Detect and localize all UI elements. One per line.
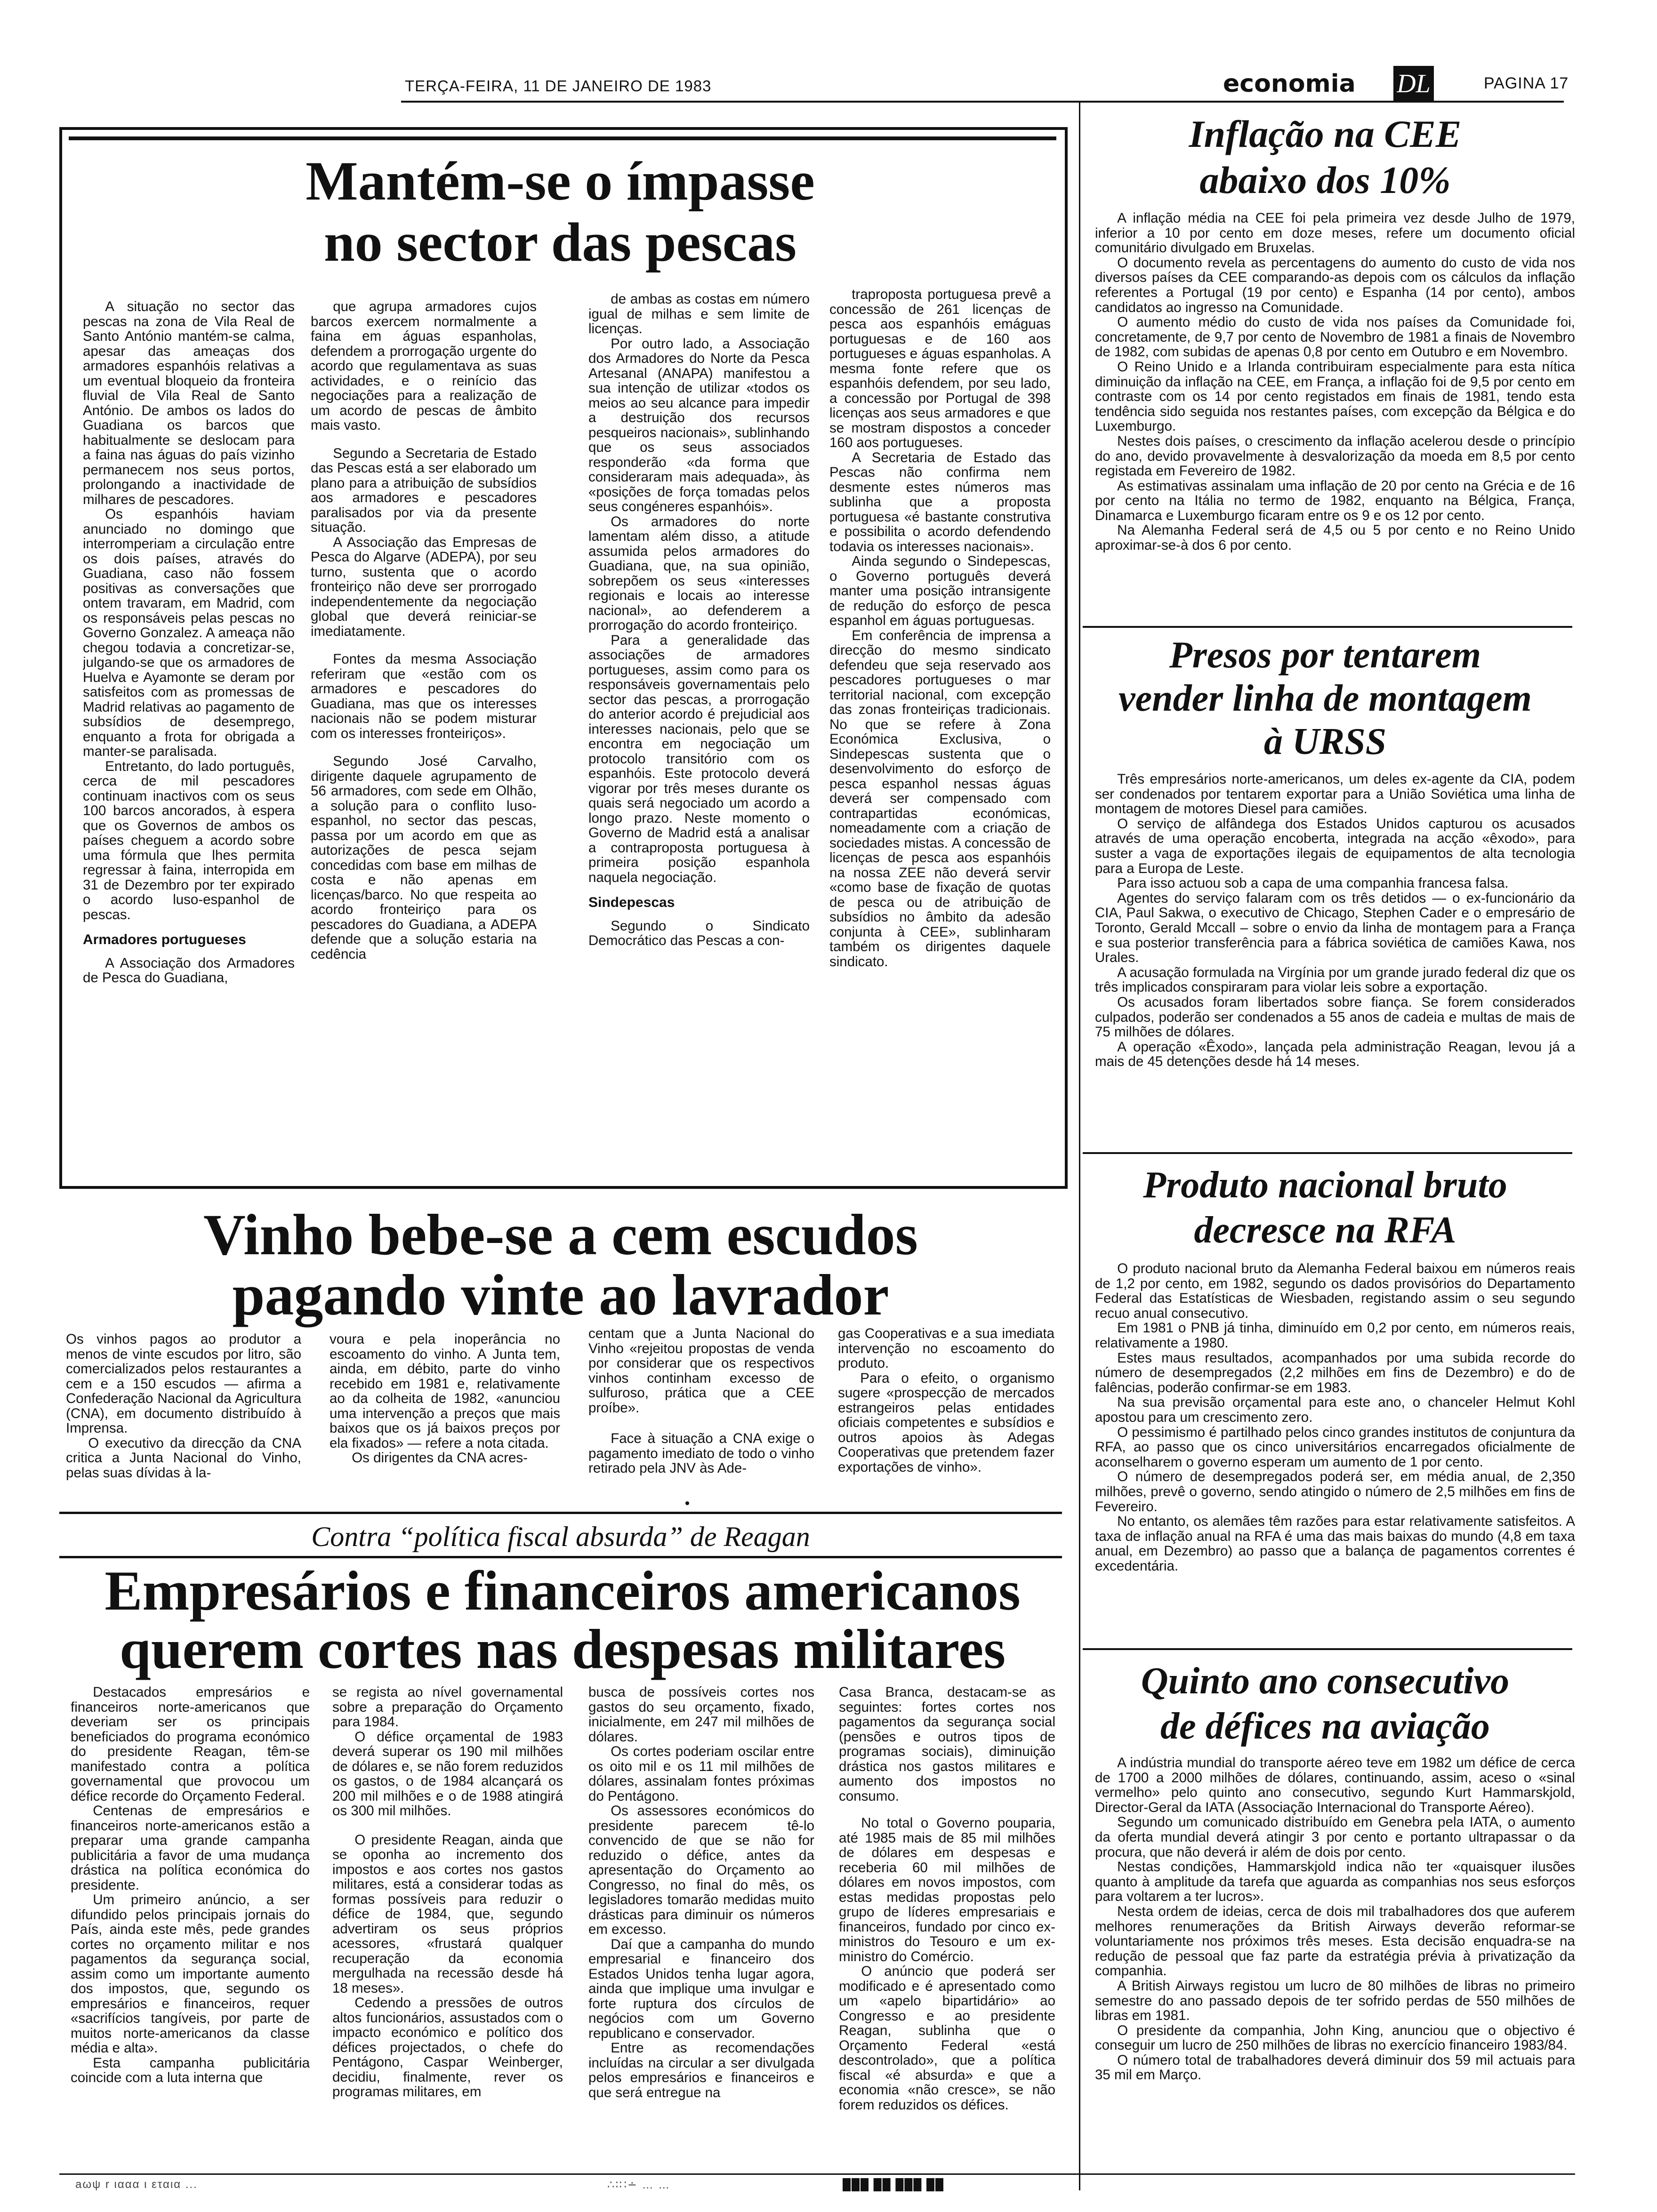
footer-marks-left: aωψ r ιααα ι εταια ... <box>75 2178 198 2191</box>
presos-headline <box>1083 633 1568 763</box>
paragraph: de ambas as costas em número igual de milhas e sem limite de licenças. <box>588 292 810 337</box>
newspaper-logo <box>1393 66 1434 102</box>
paragraph: A inflação média na CEE foi pela primeira vez desde Julho de 1979, inferior a 10 por cento em doze meses, refere um documento oficial comunitário divulgado em Bruxelas. <box>1095 211 1575 256</box>
paragraph: Os acusados foram libertados sobre fiança. Se forem considerados culpados, poderão ser condenados a 55 anos de cadeia e multas de mais de 75 milhões de dólares. <box>1095 994 1575 1040</box>
pnb-headline-line2: decresce na RFA <box>1194 1210 1456 1251</box>
reagan-headline-line2: querem cortes nas despesas militares <box>119 1618 1006 1680</box>
paragraph: Casa Branca, destacam-se as seguintes: fortes cortes nos pagamentos da segurança social (pensões e outros tipos de programas sociais), diminuição drástica nos gastos militares e aumento dos impostos no consumo. <box>839 1685 1055 1804</box>
paragraph: Os assessores económicos do presidente parecem tê-lo convencido de que se não for reduzido o défice, antes da apresentação do Orçamento ao Congresso, no final do mês, os legisladores tomarão medidas muito drásticas para diminuir os números em excesso. <box>588 1803 814 1937</box>
header-date: TERÇA-FEIRA, 11 DE JANEIRO DE 1983 <box>405 77 712 95</box>
vinho-column-2 <box>330 1332 560 1497</box>
aviacao-headline <box>1083 1659 1568 1749</box>
vinho-headline <box>59 1202 1062 1327</box>
vinho-column-4 <box>838 1326 1054 1497</box>
paragraph: centam que a Junta Nacional do Vinho «rejeitou propostas de venda por considerar que os respectivos vinhos continham excesso de sulfuroso, prática que a CEE proíbe». <box>588 1326 814 1416</box>
paragraph: voura e pela inoperância no escoamento do vinho. A Junta tem, ainda, em débito, parte do vinho recebido em 1981 e, relativamente ao da colheita de 1982, «anunciou uma intervenção a preços que mais baixos que os já baixos preços por ela fixados» — refere a nota citada. <box>330 1332 560 1451</box>
paragraph: traproposta portuguesa prevê a concessão de 261 licenças de pesca aos espanhóis emáguas portuguesas e de 160 aos portugueses e águas espanholas. A mesma fonte refere que os espanhóis defendem, por seu lado, a concessão por Portugal de 398 licenças aos seus armadores e que se mostram dispostos a conceder 160 aos portugueses. <box>829 287 1051 450</box>
paragraph: O Reino Unido e a Irlanda contribuiram especialmente para esta nítica diminuição da inflação na CEE, em França, a inflação foi de 9,5 por cento em contraste com os 14 por cento registados em finais de 1981, tendo esta tendência sido seguida nos restantes países, com excepção da Bélgica e do Luxemburgo. <box>1095 359 1575 434</box>
paragraph: Centenas de empresários e financeiros norte-americanos estão a preparar uma grande campanha publicitária a favor de uma mudança drástica na política económica do presidente. <box>71 1803 310 1893</box>
paragraph: Fontes da mesma Associação referiram que «estão com os armadores e pescadores do Guadiana, mas que os interesses nacionais não se podem misturar com os interesses fronteiriços». <box>311 651 537 741</box>
paragraph: Para o efeito, o organismo sugere «prospecção de mercados estrangeiros pelas entidades oficiais competentes e subsídios e outros apoios às Adegas Cooperativas que pretendem fazer exportações de vinho». <box>838 1370 1054 1475</box>
inflacao-body <box>1095 211 1575 644</box>
aviacao-body <box>1095 1755 1575 2170</box>
aviacao-headline-line2: de défices na aviação <box>1160 1706 1490 1747</box>
paragraph: Entretanto, do lado português, cerca de mil pescadores continuam inactivos com os seus 100 barcos ancorados, à espera que os Governos de ambos os países cheguem a acordo sobre uma fórmula que lhes permita regressar à faina, interropida em 31 de Dezembro por ter expirado o acordo luso-espanhol de pescas. <box>83 758 295 922</box>
paragraph: Agentes do serviço falaram com os três detidos — o ex-funcionário da CIA, Paul Sakwa, o executivo de Chicago, Stephen Cader e o empresário de Toronto, Gerald Mccall – sobre o envio da linha de montagem para a França e sua posterior transferência para a fábrica soviética de camiões Kawa, nos Urales. <box>1095 890 1575 966</box>
paragraph: O aumento médio do custo de vida nos países da Comunidade foi, concretamente, de 9,7 por cento de Novembro de 1981 a finais de Novembro de 1982, com subidas de apenas 0,8 por cento em Outubro e em Novembro. <box>1095 314 1575 360</box>
paragraph: A British Airways registou um lucro de 80 milhões de libras no primeiro semestre do ano passado depois de ter sofrido perdas de 550 milhões de libras em 1981. <box>1095 1978 1575 2024</box>
reagan-column-3 <box>588 1685 814 2170</box>
pescas-subhead-sindepescas: Sindepescas <box>588 895 675 910</box>
inflacao-headline <box>1083 111 1568 203</box>
reagan-column-2 <box>332 1685 563 2170</box>
paragraph: Três empresários norte-americanos, um deles ex-agente da CIA, podem ser condenados por tentarem exportar para a União Soviética uma linha de montagem de motores Diesel para camiões. <box>1095 772 1575 817</box>
paragraph: Segundo o Sindicato Democrático das Pescas a con- <box>588 918 810 948</box>
sidebar-divider <box>1079 101 1080 2190</box>
paragraph: Em 1981 o PNB já tinha, diminuído em 0,2 por cento, em números reais, relativamente a 1980. <box>1095 1320 1575 1351</box>
presos-body <box>1095 772 1575 1162</box>
vinho-bottom-rule <box>59 1512 1062 1514</box>
paragraph: A operação «Êxodo», lançada pela administração Reagan, levou já a mais de 45 detenções desde há 14 meses. <box>1095 1039 1575 1070</box>
vinho-headline-line1: Vinho bebe-se a cem escudos <box>203 1202 918 1267</box>
presos-headline-line3: à URSS <box>1263 721 1387 762</box>
footer-rule <box>59 2173 1575 2175</box>
paragraph: Face à situação a CNA exige o pagamento imediato de todo o vinho retirado pela JNV às Ade- <box>588 1431 814 1476</box>
separator-dot <box>685 1501 689 1505</box>
sidebar-rule <box>1083 626 1572 628</box>
paragraph: O presidente da companhia, John King, anunciou que o objectivo é conseguir um lucro de 250 milhões de libras no exercício financeiro 1983/84. <box>1095 2022 1575 2053</box>
paragraph: Os cortes poderiam oscilar entre os oito mil e os 11 mil milhões de dólares, assinalam fontes próximas do Pentágono. <box>588 1744 814 1804</box>
pescas-column-3 <box>588 292 810 1175</box>
paragraph: Os armadores do norte lamentam além disso, a atitude assumida pelos armadores do Guadiana, que, na sua opinião, sobrepõem os seus «interesses regionais e locais ao interesse nacional», ao defenderem a prorrogação do acordo fronteiriço. <box>588 513 810 633</box>
paragraph: Daí que a campanha do mundo empresarial e financeiro dos Estados Unidos tenha lugar agora, ainda que implique uma invulgar e forte ruptura dos círculos de negócios com um Governo republicano e conservador. <box>588 1936 814 2041</box>
paragraph: Nestes dois países, o crescimento da inflação acelerou desde o princípio do ano, devido provavelmente à desvalorização da moeda em 8,5 por cento registada em Fevereiro de 1982. <box>1095 433 1575 479</box>
vinho-column-3 <box>588 1326 814 1497</box>
paragraph: Destacados empresários e financeiros norte-americanos que deveriam ser os principais beneficiados do programa económico do presidente Reagan, têm-se manifestado contra a política governamental que provocou um défice recorde do Orçamento Federal. <box>71 1685 310 1804</box>
paragraph: A Associação das Empresas de Pesca do Algarve (ADEPA), por seu turno, sustenta que o acordo fronteiriço não deve ser prorrogado independentemente da negociação global que deverá reiniciar-se imediatamente. <box>311 534 537 639</box>
aviacao-headline-line1: Quinto ano consecutivo <box>1141 1660 1510 1702</box>
paragraph: Um primeiro anúncio, a ser difundido pelos principais jornais do País, ainda este mês, pede grandes cortes no orçamento militar e nos pagamentos da segurança social, assim como um importante aumento dos impostos, que, segundo os empresários e financeiros, requer «sacrifícios tangíveis, por parte de muitos norte-americanos da classe média e alta». <box>71 1892 310 2056</box>
paragraph: O serviço de alfândega dos Estados Unidos capturou os acusados através de uma operação encoberta, integrada na acção «êxodo», para suster a vaga de exportações ilegais de equipamentos de alta tecnologia para a Europa de Leste. <box>1095 816 1575 876</box>
paragraph: se regista ao nível governamental sobre a preparação do Orçamento para 1984. <box>332 1685 563 1730</box>
paragraph: Nestas condições, Hammarskjold indica não ter «quaisquer ilusões quanto à amplitude da tarefa que aguarda as companhias nos seus esforços para voltarem a ter lucros». <box>1095 1859 1575 1905</box>
vinho-headline-line2: pagando vinte ao lavrador <box>232 1263 889 1327</box>
paragraph: O produto nacional bruto da Alemanha Federal baixou em números reais de 1,2 por cento, em 1982, segundo os dados provisórios do Departamento Federal das Estatísticas de Wiesbaden, registando assim o seu segundo recuo anual consecutivo. <box>1095 1261 1575 1321</box>
paragraph: O executivo da direcção da CNA critica a Junta Nacional do Vinho, pelas suas dívidas à la- <box>66 1435 301 1481</box>
paragraph: Entre as recomendações incluídas na circular a ser divulgada pelos empresários e financeiros e que será entregue na <box>588 2040 814 2100</box>
reagan-kicker-rule <box>59 1556 1062 1558</box>
paragraph: A Secretaria de Estado das Pescas não confirma nem desmente estes números mas sublinha que a proposta portuguesa «é bastante construtiva e possibilita o acordo defendendo todavia os interesses nacionais». <box>829 449 1051 554</box>
paragraph: A situação no sector das pescas na zona de Vila Real de Santo António mantém-se calma, apesar das ameaças dos armadores espanhóis relativas a um eventual bloqueio da fronteira fluvial de Vila Real de Santo António. De ambos os lados do Guadiana os barcos que habitualmente se deslocam para a faina nas águas do país vizinho permanecem nos seus portos, prolongando a inactividade de milhares de pescadores. <box>83 299 295 507</box>
sidebar-rule <box>1083 1648 1572 1650</box>
footer-marks-center: ∴∶∷∸ … … <box>607 2179 671 2191</box>
pnb-headline-line1: Produto nacional bruto <box>1143 1164 1507 1206</box>
pnb-body <box>1095 1261 1575 1657</box>
header-rule <box>401 101 1564 103</box>
paragraph: Por outro lado, a Associação dos Armadores do Norte da Pesca Artesanal (ANAPA) manifestou a sua intenção de utilizar «todos os meios ao seu alcance para impedir a destruição dos recursos pesqueiros nacionais», sublinhando que os seus associados responderão «da forma que consideraram mais adequada», às «posições de força tomadas pelos seus congéneres espanhóis». <box>588 336 810 514</box>
reagan-kicker: Contra “política fiscal absurda” de Reagan <box>311 1521 810 1552</box>
paragraph: Segundo a Secretaria de Estado das Pescas está a ser elaborado um plano para a atribuição de subsídios aos armadores e pescadores paralisados por via da presente situação. <box>311 445 537 535</box>
presos-headline-line2: vender linha de montagem <box>1118 678 1532 719</box>
paragraph: A acusação formulada na Virgínia por um grande jurado federal diz que os três implicados conspiraram para violar leis sobre a exportação. <box>1095 964 1575 995</box>
paragraph: O pessimismo é partilhado pelos cinco grandes institutos de conjuntura da RFA, ao passo que os cinco universitários encarregados oficialmente de aconselharem o governo esperam um aumento de 1 por cento. <box>1095 1424 1575 1470</box>
reagan-headline-line1: Empresários e financeiros americanos <box>105 1559 1021 1622</box>
paragraph: A indústria mundial do transporte aéreo teve em 1982 um défice de cerca de 1700 a 2000 milhões de dólares, continuando, assim, aceso o «sinal vermelho» pelo quinto ano consecutivo, segundo Kurt Hammarskjold, Director-Geral da IATA (Associação Internacional do Transporte Aéreo). <box>1095 1755 1575 1815</box>
paragraph: Nesta ordem de ideias, cerca de dois mil trabalhadores dos que auferem melhores renumerações da British Airways deverão reformar-se voluntariamente nos próximos três meses. Esta decisão enquadra-se na redução de pessoal que faz parte da estratégia prévia à privatização da companhia. <box>1095 1903 1575 1979</box>
presos-headline-line1: Presos por tentarem <box>1169 634 1481 676</box>
pescas-headline <box>66 151 1054 273</box>
pescas-subhead-armadores: Armadores portugueses <box>83 932 246 947</box>
pescas-top-rule <box>69 136 1056 140</box>
paragraph: O número total de trabalhadores deverá diminuir dos 59 mil actuais para 35 mil em Março. <box>1095 2052 1575 2083</box>
pescas-column-1 <box>83 299 295 1175</box>
paragraph: O anúncio que poderá ser modificado e é apresentado como um «apelo bipartidário» ao Congresso e ao presidente Reagan, sublinha que o Orçamento Federal «está descontrolado», que a política fiscal «é absurda» e que a economia «não cresce», se não forem reduzidos os défices. <box>839 1964 1055 2113</box>
logo-glyph: DL <box>1397 69 1431 98</box>
paragraph: Segundo um comunicado distribuído em Genebra pela IATA, o aumento da oferta mundial deverá atingir 3 por cento e portanto ultrapassar o da procura, que não deverá ir além de dois por cento. <box>1095 1814 1575 1860</box>
paragraph: O documento revela as percentagens do aumento do custo de vida nos diversos países da CEE comparando-as depois com os cálculos da inflação referentes a Portugal (19 por cento) e Espanha (14 por cento), ambos candidatos ao ingresso na Comunidade. <box>1095 255 1575 315</box>
paragraph: Para a generalidade das associações de armadores portugueses, assim como para os responsáveis governamentais pelo sector das pescas, a prorrogação do anterior acordo é prejudicial aos interesses nacionais, pelo que se encontra em negociação um protocolo transitório com os espanhóis. Este protocolo deverá vigorar por três meses durante os quais será negociado um acordo a longo prazo. Neste momento o Governo de Madrid está a analisar a contraproposta portuguesa à primeira posição espanhola naquela negociação. <box>588 632 810 885</box>
paragraph: Em conferência de imprensa a direcção do mesmo sindicato defendeu que seja reservado aos pescadores portugueses o mar territorial nacional, com excepção das zonas fronteiriças tradicionais. No que se refere à Zona Económica Exclusiva, o Sindepescas sustenta que o desenvolvimento do esforço de pesca espanhol nessas águas deverá ser compensado com contrapartidas económicas, nomeadamente com a criação de sociedades mistas. A concessão de licenças de pesca aos espanhóis na nossa ZEE não deverá servir «como base de fixação de quotas de pesca ou de atribuição de subsídios no âmbito da adesão conjunta à CEE», sublinharam também os dirigentes daquele sindicato. <box>829 627 1051 970</box>
paragraph: Os vinhos pagos ao produtor a menos de vinte escudos por litro, são comercializados pelos restaurantes a cem e a 150 escudos — afirma a Confederação Nacional da Agricultura (CNA), em documento distribuído à Imprensa. <box>66 1332 301 1436</box>
paragraph: O número de desempregados poderá ser, em média anual, de 2,350 milhões, prevê o governo, sendo atingido o número de 2,5 milhões em fins de Fevereiro. <box>1095 1469 1575 1515</box>
paragraph: Estes maus resultados, acompanhados por uma subida recorde do número de desempregados (2,2 milhões em fins de Dezembro) e do de falências, poderão confirmar-se em 1983. <box>1095 1350 1575 1395</box>
pescas-headline-line2: no sector das pescas <box>323 211 797 273</box>
reagan-column-1 <box>71 1685 310 2170</box>
paragraph: gas Cooperativas e a sua imediata intervenção no escoamento do produto. <box>838 1326 1054 1371</box>
pescas-column-4 <box>829 287 1051 1175</box>
paragraph: Cedendo a pressões de outros altos funcionários, assustados com o impacto económico e político dos défices projectados, o chefe do Pentágono, Caspar Weinberger, decidiu, finalmente, rever os programas militares, em <box>332 1995 563 2100</box>
paragraph: Na sua previsão orçamental para este ano, o chanceler Helmut Kohl apostou para um crescimento zero. <box>1095 1395 1575 1425</box>
paragraph: Esta campanha publicitária coincide com a luta interna que <box>71 2055 310 2085</box>
paragraph: Os dirigentes da CNA acres- <box>352 1450 528 1466</box>
footer-marks-right: ███ ██ ███ ██ <box>843 2178 945 2191</box>
reagan-column-4 <box>839 1685 1055 2170</box>
sidebar-rule <box>1083 1152 1572 1154</box>
pnb-headline <box>1083 1162 1568 1253</box>
reagan-headline <box>56 1559 1069 1680</box>
page-number: PAGINA 17 <box>1484 74 1569 92</box>
paragraph: A Associação dos Armadores de Pesca do Guadiana, <box>83 955 295 986</box>
section-name: economia <box>1223 70 1356 98</box>
vinho-column-1 <box>66 1332 301 1497</box>
paragraph: Segundo José Carvalho, dirigente daquele agrupamento de 56 armadores, com sede em Olhão, a solução para o conflito luso-espanhol, no sector das pescas, passa por um acordo em que as autorizações de pesca sejam concedidas com base em milhas de costa e não apenas em licenças/barco. No que respeita ao acordo fronteiriço para os pescadores do Guadiana, a ADEPA defende que a solução estaria na cedência <box>311 753 537 962</box>
paragraph: Ainda segundo o Sindepescas, o Governo português deverá manter uma posição intransigente de redução do esforço de pesca espanhol em águas portuguesas. <box>829 553 1051 628</box>
paragraph: Os espanhóis haviam anunciado no domingo que interromperiam a circulação entre os dois países, através do Guadiana, caso não fossem positivas as conversações que ontem travaram, em Madrid, com os responsáveis pelas pescas no Governo Gonzalez. A ameaça não chegou todavia a concretizar-se, julgando-se que os armadores de Huelva e Ayamonte se deram por satisfeitos com as promessas de Madrid relativas ao pagamento de subsídios de desemprego, enquanto a frota for obrigada a manter-se paralisada. <box>83 506 295 759</box>
paragraph: O presidente Reagan, ainda que se oponha ao incremento dos impostos e aos cortes nos gastos militares, está a considerar todas as formas possíveis para reduzir o défice de 1984, que, segundo advertiram os seus próprios acessores, «frustará qualquer recuperação da economia mergulhada na recessão desde há 18 meses». <box>332 1832 563 1996</box>
paragraph: As estimativas assinalam uma inflação de 20 por cento na Grécia e de 16 por cento na Itália no termo de 1982, enquanto na Bélgica, França, Dinamarca e Luxemburgo ficaram entre os 9 e os 12 por cento. <box>1095 478 1575 523</box>
paragraph: O défice orçamental de 1983 deverá superar os 190 mil milhões de dólares e, se não forem reduzidos os gastos, o de 1984 alcançará os 200 mil milhões e o de 1988 atingirá os 300 mil milhões. <box>332 1729 563 1819</box>
paragraph: que agrupa armadores cujos barcos exercem normalmente a faina em águas espanholas, defendem a prorrogação urgente do acordo que regulamentava as suas actividades, e o reinício das negociações para a realização de um acordo de pescas de âmbito mais vasto. <box>311 299 537 433</box>
paragraph: Para isso actuou sob a capa de uma companhia francesa falsa. <box>1117 875 1509 891</box>
inflacao-headline-line2: abaixo dos 10% <box>1199 159 1451 201</box>
paragraph: Na Alemanha Federal será de 4,5 ou 5 por cento e no Reino Unido aproximar-se-à dos 6 por cento. <box>1095 522 1575 553</box>
paragraph: No entanto, os alemães têm razões para estar relativamente satisfeitos. A taxa de inflação anual na RFA é uma das mais baixas do mundo (4,8 em taxa anual, em Dezembro) ao passo que a balança de pagamentos correntes é excedentária. <box>1095 1514 1575 1574</box>
pescas-headline-line1: Mantém-se o ímpasse <box>306 150 815 212</box>
pescas-column-2 <box>311 299 537 1175</box>
paragraph: busca de possíveis cortes nos gastos do seu orçamento, fixado, inicialmente, em 247 mil milhões de dólares. <box>588 1685 814 1745</box>
inflacao-headline-line1: Inflação na CEE <box>1189 112 1462 155</box>
paragraph: No total o Governo pouparia, até 1985 mais de 85 mil milhões de dólares em despesas e receberia 60 mil milhões de dólares em novos impostos, com estas medidas propostas pelo grupo de líderes empresariais e financeiros, fundado por cinco ex-ministros do Tesouro e um ex-ministro do Comércio. <box>839 1815 1055 1964</box>
